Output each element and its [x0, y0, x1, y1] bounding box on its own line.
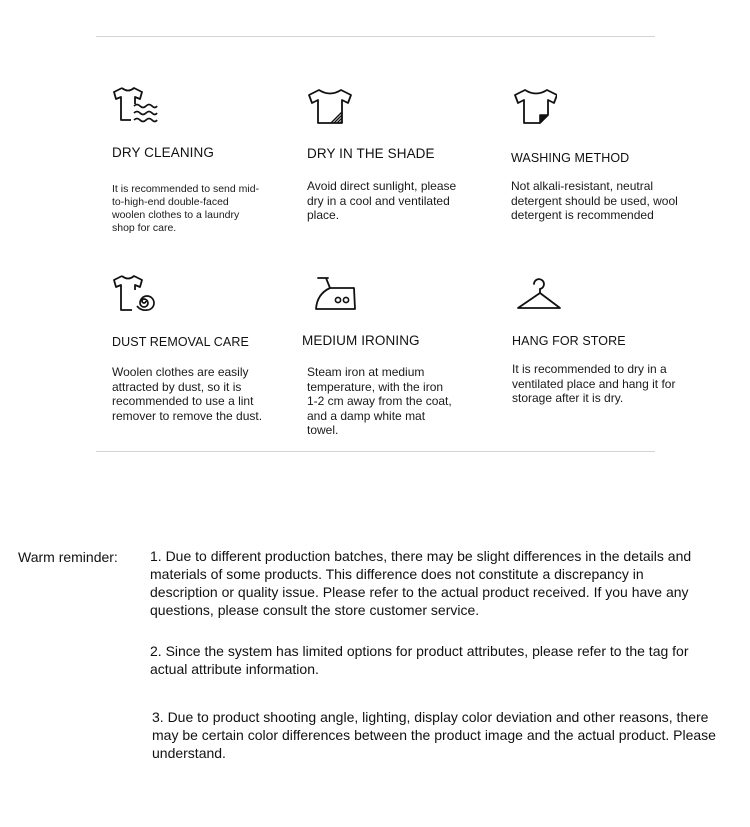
care-description: It is recommended to send mid-to-high-end double-faced woolen clothes to a laundry shop for care.: [112, 183, 260, 234]
reminder-item-3: 3. Due to product shooting angle, lighting, display color deviation and other reasons, there may be certain color differences between the product image and the actual product. Please understand.: [152, 709, 716, 761]
hanger-icon: [516, 276, 562, 312]
care-item-dry-cleaning: [112, 86, 292, 236]
care-description: Avoid direct sunlight, please dry in a cool and ventilated place.: [307, 179, 457, 223]
iron-icon: [314, 276, 360, 312]
care-description: It is recommended to dry in a ventilated place and hang it for storage after it is dry.: [512, 362, 676, 406]
care-title: DUST REMOVAL CARE: [112, 335, 249, 349]
bottom-divider: [96, 451, 655, 452]
care-title: DRY CLEANING: [112, 145, 214, 160]
care-item-dry-in-the-shade: [307, 88, 487, 238]
care-title: WASHING METHOD: [511, 151, 630, 165]
care-title: HANG FOR STORE: [512, 334, 626, 348]
care-title: MEDIUM IRONING: [302, 333, 420, 348]
care-description: Steam iron at medium temperature, with the iron 1-2 cm away from the coat, and a damp white mat towel.: [307, 365, 452, 438]
tshirt-shade-icon: [307, 88, 353, 126]
care-item-hang-for-store: [512, 276, 692, 426]
tshirt-spiral-icon: [112, 274, 158, 314]
care-item-washing-method: [511, 88, 691, 238]
care-description: Woolen clothes are easily attracted by dust, so it is recommended to use a lint remover to remove the dust.: [112, 365, 263, 423]
reminder-item-2: 2. Since the system has limited options for product attributes, please refer to the tag for actual attribute information.: [150, 643, 689, 677]
reminder-item-1: 1. Due to different production batches, there may be slight differences in the details and materials of some products. This difference does not constitute a discrepancy in description or quality issue. Please refer to the actual product received. If you have any questions, please consult the store customer service.: [150, 548, 692, 618]
tshirt-folded-corner-icon: [511, 88, 557, 126]
care-item-medium-ironing: [302, 276, 482, 438]
care-title: DRY IN THE SHADE: [307, 146, 435, 161]
top-divider: [96, 36, 655, 37]
tshirt-waves-icon: [112, 86, 158, 124]
care-item-dust-removal-care: [112, 274, 292, 424]
reminder-label: Warm reminder:: [18, 549, 118, 565]
care-description: Not alkali-resistant, neutral detergent should be used, wool detergent is recommended: [511, 179, 678, 223]
